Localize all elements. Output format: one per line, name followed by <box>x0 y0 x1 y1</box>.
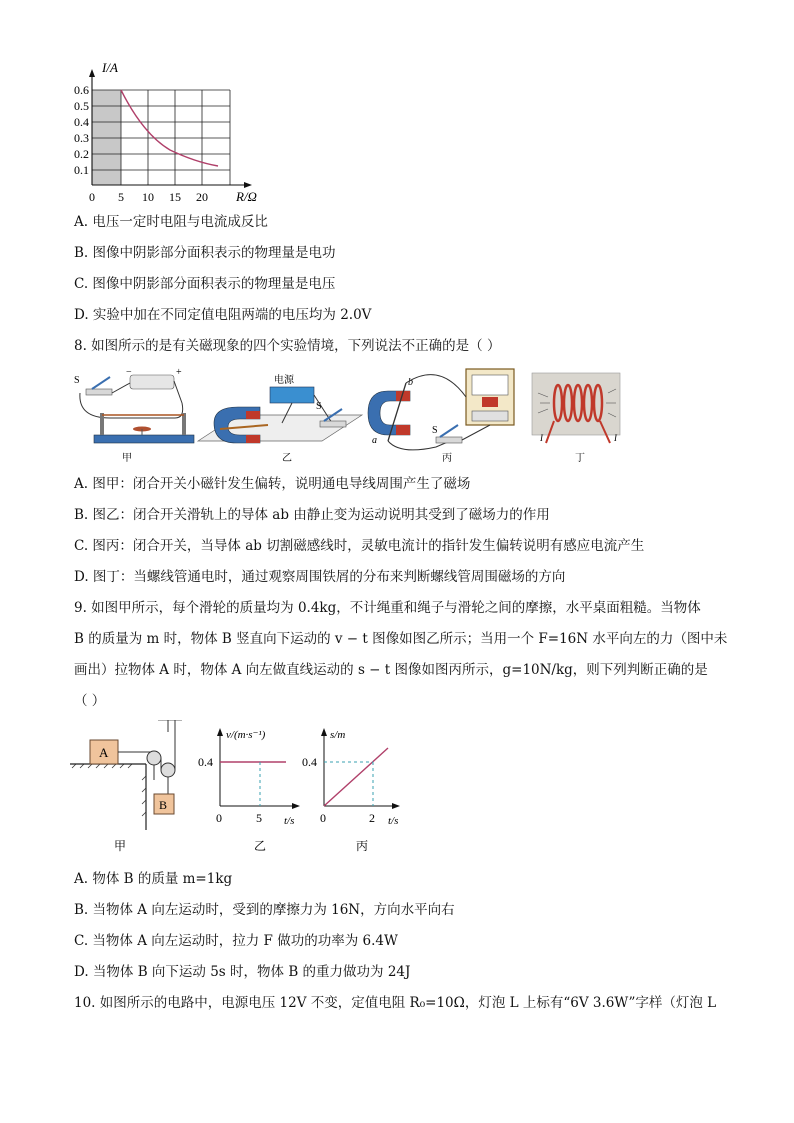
q9-option-c: C. 当物体 A 向左运动时，拉力 F 做功的功率为 6.4W <box>74 933 398 949</box>
q8-option-c: C. 图丙：闭合开关，当导体 ab 切割磁感线时，灵敏电流计的指针发生偏转说明有感应电流产生 <box>74 538 645 554</box>
q9-option-d: D. 当物体 B 向下运动 5s 时，物体 B 的重力做功为 24J <box>74 964 411 980</box>
v-t-axis-label: t/s <box>284 815 295 827</box>
s-value-label: 0.4 <box>302 755 317 769</box>
v-time-label: 5 <box>256 811 262 825</box>
q9-stem-line-4: （ ） <box>74 693 106 709</box>
s-axis-label: s/m <box>330 729 346 741</box>
caption-yi: 乙 <box>282 453 292 464</box>
q9-stem-line-2: B 的质量为 m 时，物体 B 竖直向下运动的 v − t 图像如图乙所示；当用一个 F=16N 水平向左的力（图中未 <box>74 631 728 647</box>
q7-option-c: C. 图像中阴影部分面积表示的物理量是电压 <box>74 276 336 292</box>
current-label: I <box>614 433 617 443</box>
q7-option-d: D. 实验中加在不同定值电阻两端的电压均为 2.0V <box>74 307 372 323</box>
a-label: a <box>372 435 377 446</box>
x-tick: 15 <box>169 190 181 203</box>
pulley-setup <box>70 720 182 853</box>
q9-option-b: B. 当物体 A 向左运动时，受到的摩擦力为 16N，方向水平向右 <box>74 902 455 918</box>
q8-option-d: D. 图丁：当螺线管通电时，通过观察周围铁屑的分布来判断螺线管周围磁场的方向 <box>74 569 566 585</box>
current-resistance-graph <box>70 58 270 203</box>
switch-label: S <box>74 375 80 386</box>
switch-label: S <box>316 401 322 412</box>
displacement-line <box>324 748 388 806</box>
v-t-graph <box>198 728 300 853</box>
x-tick: 5 <box>118 190 124 203</box>
y-axis-arrow <box>89 69 95 77</box>
q8-stem: 8. 如图所示的是有关磁现象的四个实验情境，下列说法不正确的是（ ） <box>74 338 501 354</box>
caption-bing: 丙 <box>442 453 452 464</box>
y-axis-label: I/A <box>102 60 118 75</box>
block-a-label: A <box>99 745 109 760</box>
x-tick: 20 <box>196 190 208 203</box>
x-tick: 0 <box>89 190 95 203</box>
current-curve <box>121 90 218 166</box>
q9-option-a: A. 物体 B 的质量 m=1kg <box>74 871 233 887</box>
q10-stem: 10. 如图所示的电路中，电源电压 12V 不变，定值电阻 R₀=10Ω，灯泡 L 上标有“6V 3.6W”字样（灯泡 L <box>74 995 717 1011</box>
experiment-ding <box>532 373 620 464</box>
experiment-yi <box>198 373 362 464</box>
caption-bing: 丙 <box>356 839 369 853</box>
v-origin-label: 0 <box>216 811 222 825</box>
experiment-bing <box>368 369 514 464</box>
v-value-label: 0.4 <box>198 755 213 769</box>
s-t-graph <box>302 728 400 853</box>
switch-label: S <box>432 425 438 436</box>
caption-yi: 乙 <box>254 839 267 853</box>
minus-label: − <box>126 367 132 378</box>
caption-ding: 丁 <box>575 453 585 464</box>
shaded-area <box>92 90 121 185</box>
y-tick: 0.3 <box>74 131 89 145</box>
s-t-axis-label: t/s <box>388 815 399 827</box>
y-tick: 0.1 <box>74 163 89 177</box>
magnetism-experiments-figure <box>70 363 630 469</box>
q7-option-a: A. 电压一定时电阻与电流成反比 <box>74 214 268 230</box>
y-tick: 0.2 <box>74 147 89 161</box>
current-label: I <box>540 433 543 443</box>
v-axis-label: v/(m·s⁻¹) <box>226 729 266 741</box>
q9-stem-line-3: 画出）拉物体 A 时，物体 A 向左做直线运动的 s − t 图像如图丙所示，g=10N/kg，则下列判断正确的是 <box>74 662 708 678</box>
pulley-and-graphs-figure <box>70 720 430 860</box>
q7-option-b: B. 图像中阴影部分面积表示的物理量是电功 <box>74 245 336 261</box>
caption-jia: 甲 <box>122 453 132 464</box>
caption-jia: 甲 <box>114 839 127 853</box>
q8-option-b: B. 图乙：闭合开关滑轨上的导体 ab 由静止变为运动说明其受到了磁场力的作用 <box>74 507 550 523</box>
power-label: 电源 <box>274 375 294 386</box>
x-axis-label: R/Ω <box>236 189 257 203</box>
q9-stem-line-1: 9. 如图甲所示，每个滑轮的质量均为 0.4kg，不计绳重和绳子与滑轮之间的摩擦，水平桌面粗糙。当物体 <box>74 600 701 616</box>
plus-label: + <box>176 367 182 378</box>
s-time-label: 2 <box>369 811 375 825</box>
y-tick: 0.4 <box>74 115 89 129</box>
block-b-label: B <box>159 798 168 812</box>
x-axis-arrow <box>244 182 252 188</box>
y-tick: 0.6 <box>74 83 89 97</box>
y-tick: 0.5 <box>74 99 89 113</box>
x-tick: 10 <box>142 190 154 203</box>
q8-option-a: A. 图甲：闭合开关小磁针发生偏转，说明通电导线周围产生了磁场 <box>74 476 471 492</box>
s-origin-label: 0 <box>320 811 326 825</box>
experiment-jia <box>74 367 194 464</box>
b-label: b <box>408 377 413 388</box>
